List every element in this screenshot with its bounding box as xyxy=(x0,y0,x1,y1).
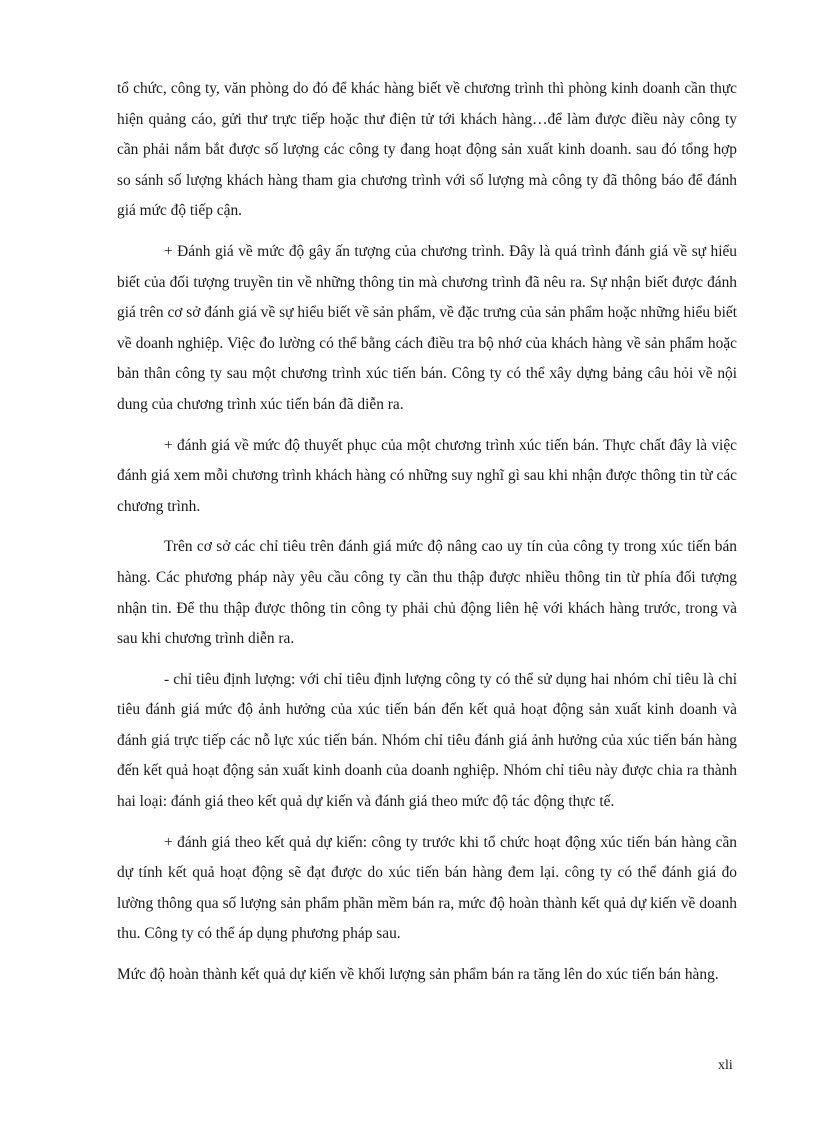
paragraph-reach-assessment: tổ chức, công ty, văn phòng do đó để khác hàng biết về chương trình thì phòng kinh doanh cần thực hiện quảng cáo, gửi thư trực tiếp hoặc thư điện tử tới khách hàng…để làm được điều này công ty cần phải nắm bắt được số lượng các công ty đang hoạt động sản xuất kinh doanh. sau đó tổng hợp so sánh số lượng khách hàng tham gia chương trình với số lượng mà công ty đã thông báo để đánh giá mức độ tiếp cận. xyxy=(117,80,737,220)
paragraph-reputation-criteria: Trên cơ sở các chỉ tiêu trên đánh giá mức độ nâng cao uy tín của công ty trong xúc tiến bán hàng. Các phương pháp này yêu cầu công ty cần thu thập được nhiều thông tin từ phía đối tượng nhận tin. Để thu thập được thông tin công ty phải chủ động liên hệ với khách hàng trước, trong và sau khi chương trình diễn ra. xyxy=(117,538,737,648)
paragraph-expected-result-assessment: + đánh giá theo kết quả dự kiến: công ty trước khi tổ chức hoạt động xúc tiến bán hàng cần dự tính kết quả hoạt động sẽ đạt được do xúc tiến bán hàng đem lại. công ty có thể đánh giá đo lường thông qua số lượng sản phẩm phần mềm bán ra, mức độ hoàn thành kết quả dự kiến về doanh thu. Công ty có thể áp dụng phương pháp sau. xyxy=(117,833,737,943)
paragraph-persuasion-assessment: + đánh giá về mức độ thuyết phục của một chương trình xúc tiến bán. Thực chất đây là việc đánh giá xem mỗi chương trình khách hàng có những suy nghĩ gì sau khi nhận được thông tin từ các chương trình. xyxy=(117,436,737,515)
paragraph-completion-level: Mức độ hoàn thành kết quả dự kiến về khối lượng sản phẩm bán ra tăng lên do xúc tiến bán hàng. xyxy=(117,966,719,984)
page-number: xli xyxy=(718,1058,733,1073)
paragraph-impression-assessment: + Đánh giá về mức độ gây ấn tượng của chương trình. Đây là quá trình đánh giá về sự hiểu biết của đối tượng truyền tin về những thông tin mà chương trình đã nêu ra. Sự nhận biết được đánh giá trên cơ sở đánh giá về sự hiểu biết về sản phẩm, về đặc trưng của sản phẩm hoặc những hiểu biết về doanh nghiệp. Việc đo lường có thể bằng cách điều tra bộ nhớ của khách hàng về sản phẩm hoặc bản thân công ty sau một chương trình xúc tiến bán. Công ty có thể xây dựng bảng câu hỏi về nội dung của chương trình xúc tiến bán đã diễn ra. xyxy=(117,242,737,413)
document-body xyxy=(117,74,737,1001)
paragraph-quantitative-criteria: - chỉ tiêu định lượng: với chỉ tiêu định lượng công ty có thể sử dụng hai nhóm chỉ tiêu là chỉ tiêu đánh giá mức độ ảnh hưởng của xúc tiến bán đến kết quả hoạt động sản xuất kinh doanh và đánh giá trực tiếp các nỗ lực xúc tiến bán. Nhóm chỉ tiêu đánh giá ảnh hưởng của xúc tiến bán hàng đến kết quả hoạt động sản xuất kinh doanh của doanh nghiệp. Nhóm chỉ tiêu này được chia ra thành hai loại: đánh giá theo kết quả dự kiến và đánh giá theo mức độ tác động thực tế. xyxy=(117,670,737,811)
